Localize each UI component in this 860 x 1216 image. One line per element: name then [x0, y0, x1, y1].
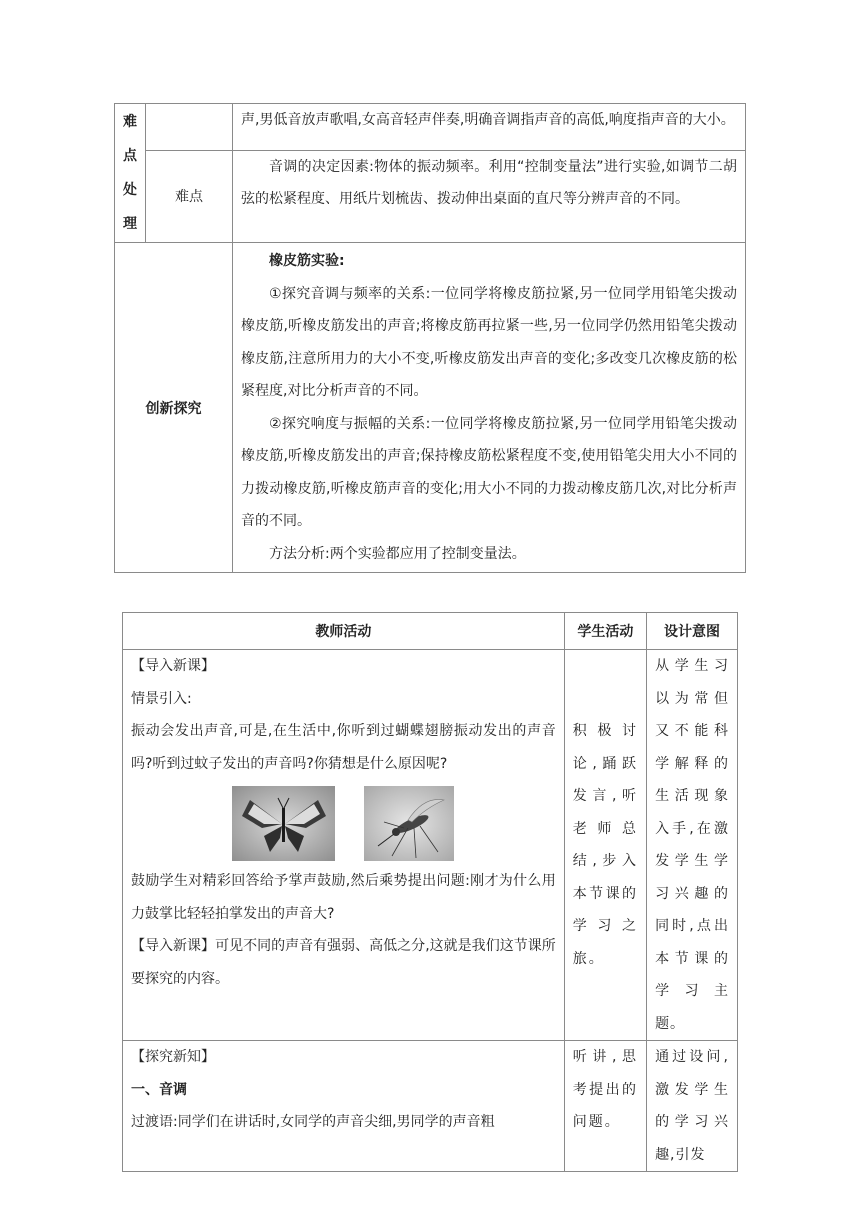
- explore-section-title: 【探究新知】: [131, 1049, 215, 1065]
- pitch-heading: 一、音调: [131, 1081, 187, 1098]
- side-label-char-3: 处: [123, 182, 137, 198]
- row2-text: 音调的决定因素:物体的振动频率。利用“控制变量法”进行实验,如调节二胡弦的松紧程度、用纸片划梳齿、拨动伸出桌面的直尺等分辨声音的不同。: [241, 158, 737, 208]
- butterfly-photo: [232, 786, 335, 861]
- transition-text: 过渡语:同学们在讲话时,女同学的声音尖细,男同学的声音粗: [131, 1114, 495, 1130]
- row2-student-text: 听讲,思考提出的问题。: [572, 1049, 639, 1130]
- difficulty-handling-label: [115, 104, 146, 243]
- row2-content-cell: [233, 150, 746, 242]
- row2-teacher-cell: [123, 1041, 565, 1172]
- innovation-label: 创新探究: [115, 243, 233, 573]
- row1-content-cell: [233, 104, 746, 151]
- conclusion-tag: 【导入新课】: [131, 938, 216, 954]
- row1-student-cell: [564, 650, 646, 1041]
- side-label-char-1: 难: [123, 114, 137, 130]
- row2-student-cell: [564, 1041, 646, 1172]
- side-label-char-4: 理: [123, 216, 137, 232]
- innovation-paragraph-1: ①探究音调与频率的关系:一位同学将橡皮筋拉紧,另一位同学用铅笔尖拨动橡皮筋,听橡皮筋发出的声音;将橡皮筋再拉紧一些,另一位同学仍然用铅笔尖拨动橡皮筋,注意所用力的大小不变,听橡皮筋发出声音的变化;多改变几次橡皮筋的松紧程度,对比分析声音的不同。: [241, 285, 737, 399]
- scene-intro-label: 情景引入:: [131, 690, 192, 707]
- side-label-char-2: 点: [123, 148, 137, 164]
- innovation-content-cell: [233, 243, 746, 573]
- conclusion-paragraph: [131, 930, 556, 995]
- row2-label: 难点: [146, 150, 233, 242]
- difficulty-table: [114, 103, 746, 573]
- encourage-text: 鼓励学生对精彩回答给予掌声鼓励,然后乘势提出问题:刚才为什么用力鼓掌比轻轻拍掌发出的声音大?: [131, 873, 556, 922]
- conclusion-text: 可见不同的声音有强弱、高低之分,这就是我们这节课所要探究的内容。: [131, 938, 556, 987]
- photo-row: [131, 780, 556, 865]
- row2-intent-cell: [647, 1041, 738, 1172]
- innovation-paragraph-2: ②探究响度与振幅的关系:一位同学将橡皮筋拉紧,另一位同学用铅笔尖拨动橡皮筋,听橡皮筋发出的声音;保持橡皮筋松紧程度不变,使用铅笔尖用大小不同的力拨动橡皮筋,听橡皮筋声音的变化;用大小不同的力拨动橡皮筋几次,对比分析声音的不同。: [241, 415, 737, 529]
- import-section-title: 【导入新课】: [131, 658, 215, 674]
- row1-text: 声,男低音放声歌唱,女高音轻声伴奏,明确音调指声音的高低,响度指声音的大小。: [241, 112, 735, 128]
- row1-student-text: 积极讨论,踊跃发言,听老师总结,步入本节课的学习之旅。: [572, 723, 639, 967]
- innovation-paragraph-3: 方法分析:两个实验都应用了控制变量法。: [269, 545, 526, 562]
- row2-intent-text: 通过设问,激发学生的学习兴趣,引发: [655, 1049, 729, 1163]
- row1-intent-cell: [647, 650, 738, 1041]
- row1-intent-text: 从学生习以为常但又不能科学解释的生活现象入手,在激发学生学习兴趣的同时,点出本节课的学习主题。: [655, 658, 729, 1032]
- header-student-activity: 学生活动: [564, 613, 646, 650]
- empty-cell: [146, 104, 233, 151]
- header-teacher-activity: 教师活动: [123, 613, 565, 650]
- header-design-intent: 设计意图: [647, 613, 738, 650]
- lesson-process-table: [122, 612, 738, 1172]
- scene-question: 振动会发出声音,可是,在生活中,你听到过蝴蝶翅膀振动发出的声音吗?听到过蚊子发出的声音吗?你猜想是什么原因呢?: [131, 723, 556, 772]
- mosquito-photo: [364, 786, 454, 861]
- row1-teacher-cell: [123, 650, 565, 1041]
- innovation-title: 橡皮筋实验:: [269, 253, 345, 269]
